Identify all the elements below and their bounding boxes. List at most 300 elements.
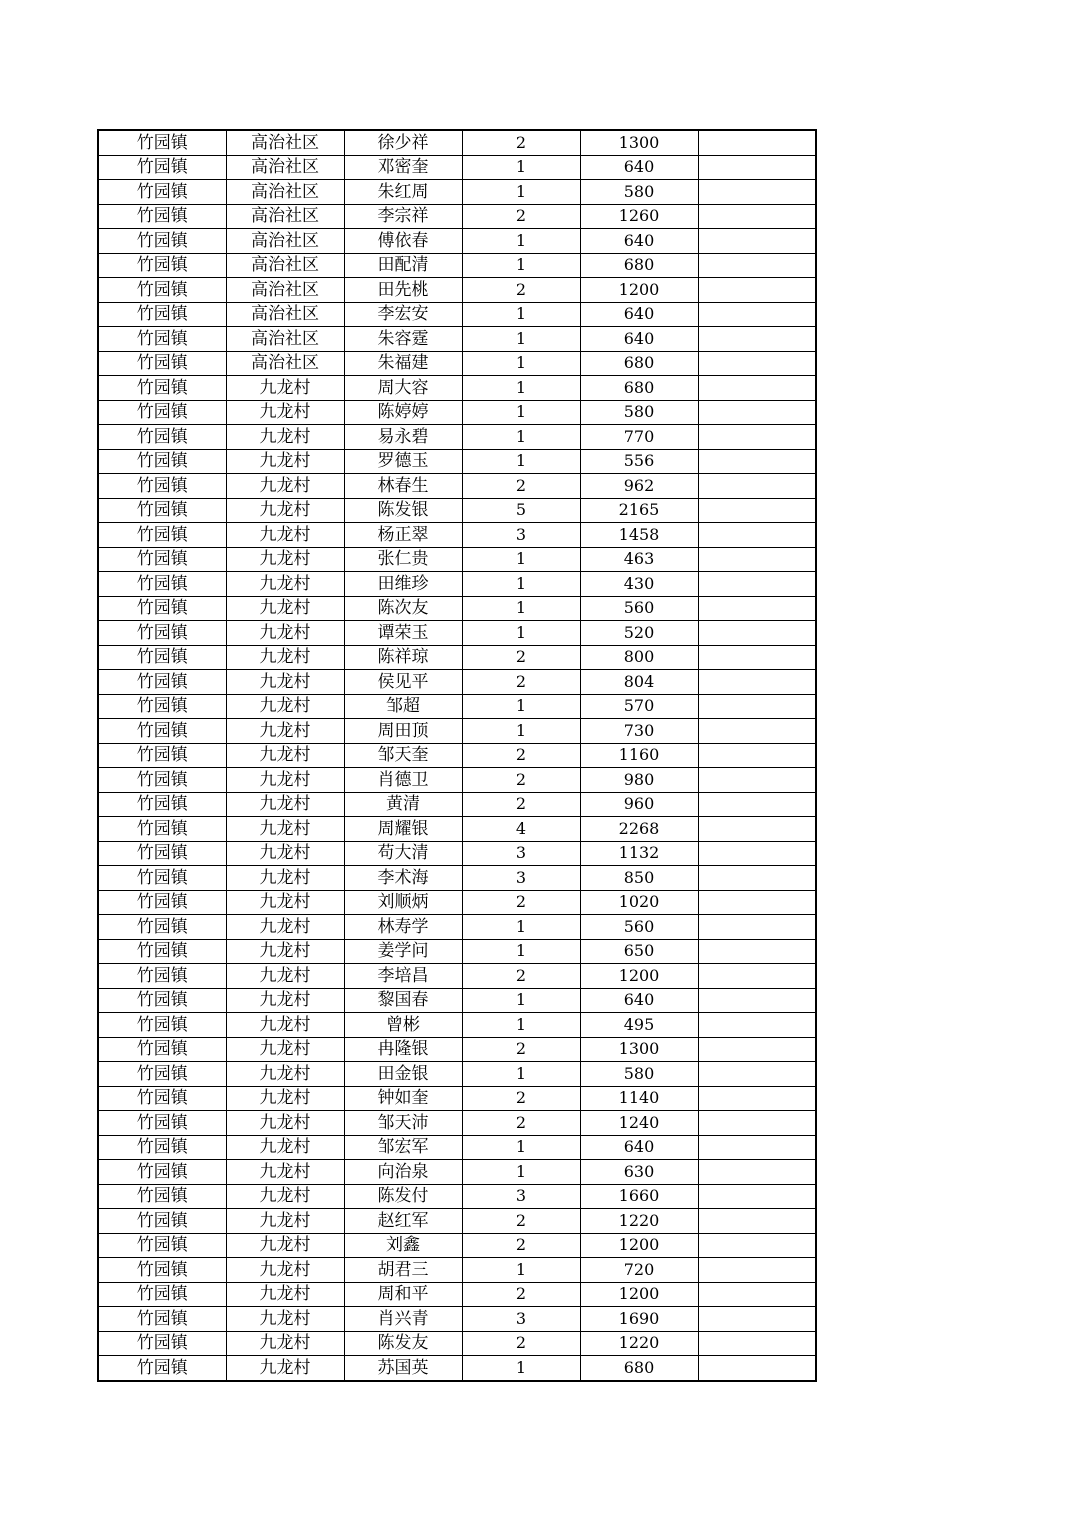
town-cell: 竹园镇	[98, 425, 226, 450]
household-count-cell: 2	[462, 1111, 580, 1136]
name-cell: 田维珍	[344, 572, 462, 597]
amount-cell: 1260	[580, 204, 698, 229]
table-row	[98, 302, 816, 327]
town-cell: 竹园镇	[98, 327, 226, 352]
amount-cell: 1200	[580, 278, 698, 303]
amount-cell: 560	[580, 596, 698, 621]
name-cell: 朱福建	[344, 351, 462, 376]
village-cell: 九龙村	[226, 621, 344, 646]
household-count-cell: 2	[462, 768, 580, 793]
amount-cell: 1300	[580, 1037, 698, 1062]
remark-cell	[698, 1184, 816, 1209]
name-cell: 陈发银	[344, 498, 462, 523]
village-cell: 九龙村	[226, 547, 344, 572]
name-cell: 田配清	[344, 253, 462, 278]
name-cell: 向治泉	[344, 1160, 462, 1185]
household-count-cell: 3	[462, 523, 580, 548]
town-cell: 竹园镇	[98, 988, 226, 1013]
village-cell: 九龙村	[226, 376, 344, 401]
village-cell: 九龙村	[226, 1307, 344, 1332]
household-count-cell: 2	[462, 130, 580, 155]
town-cell: 竹园镇	[98, 621, 226, 646]
town-cell: 竹园镇	[98, 278, 226, 303]
name-cell: 陈祥琼	[344, 645, 462, 670]
town-cell: 竹园镇	[98, 719, 226, 744]
remark-cell	[698, 572, 816, 597]
household-count-cell: 1	[462, 621, 580, 646]
village-cell: 高治社区	[226, 180, 344, 205]
household-count-cell: 1	[462, 351, 580, 376]
household-count-cell: 2	[462, 670, 580, 695]
remark-cell	[698, 1062, 816, 1087]
town-cell: 竹园镇	[98, 743, 226, 768]
name-cell: 罗德玉	[344, 449, 462, 474]
village-cell: 九龙村	[226, 1258, 344, 1283]
town-cell: 竹园镇	[98, 964, 226, 989]
household-count-cell: 1	[462, 425, 580, 450]
town-cell: 竹园镇	[98, 400, 226, 425]
village-cell: 九龙村	[226, 1111, 344, 1136]
household-count-cell: 2	[462, 743, 580, 768]
table-row	[98, 1209, 816, 1234]
town-cell: 竹园镇	[98, 449, 226, 474]
name-cell: 谭荣玉	[344, 621, 462, 646]
remark-cell	[698, 596, 816, 621]
remark-cell	[698, 1037, 816, 1062]
remark-cell	[698, 327, 816, 352]
village-cell: 高治社区	[226, 278, 344, 303]
household-count-cell: 1	[462, 596, 580, 621]
table-row	[98, 1160, 816, 1185]
table-row	[98, 890, 816, 915]
village-cell: 九龙村	[226, 474, 344, 499]
town-cell: 竹园镇	[98, 572, 226, 597]
household-count-cell: 1	[462, 400, 580, 425]
table-row	[98, 572, 816, 597]
name-cell: 田先桃	[344, 278, 462, 303]
village-cell: 九龙村	[226, 449, 344, 474]
town-cell: 竹园镇	[98, 351, 226, 376]
amount-cell: 720	[580, 1258, 698, 1283]
amount-cell: 680	[580, 376, 698, 401]
data-table	[97, 129, 817, 1382]
name-cell: 邓密奎	[344, 155, 462, 180]
name-cell: 陈发付	[344, 1184, 462, 1209]
remark-cell	[698, 915, 816, 940]
household-count-cell: 1	[462, 1013, 580, 1038]
name-cell: 胡君三	[344, 1258, 462, 1283]
amount-cell: 1458	[580, 523, 698, 548]
name-cell: 周田顶	[344, 719, 462, 744]
village-cell: 高治社区	[226, 229, 344, 254]
amount-cell: 640	[580, 155, 698, 180]
name-cell: 周耀银	[344, 817, 462, 842]
household-count-cell: 2	[462, 1282, 580, 1307]
name-cell: 刘顺炳	[344, 890, 462, 915]
household-count-cell: 1	[462, 155, 580, 180]
town-cell: 竹园镇	[98, 1013, 226, 1038]
remark-cell	[698, 278, 816, 303]
town-cell: 竹园镇	[98, 645, 226, 670]
town-cell: 竹园镇	[98, 915, 226, 940]
table-row	[98, 1135, 816, 1160]
name-cell: 黎国春	[344, 988, 462, 1013]
table-row	[98, 768, 816, 793]
remark-cell	[698, 1160, 816, 1185]
remark-cell	[698, 645, 816, 670]
amount-cell: 580	[580, 400, 698, 425]
amount-cell: 580	[580, 1062, 698, 1087]
household-count-cell: 2	[462, 890, 580, 915]
remark-cell	[698, 841, 816, 866]
amount-cell: 630	[580, 1160, 698, 1185]
town-cell: 竹园镇	[98, 498, 226, 523]
name-cell: 林春生	[344, 474, 462, 499]
table-row	[98, 1233, 816, 1258]
amount-cell: 1160	[580, 743, 698, 768]
amount-cell: 640	[580, 988, 698, 1013]
remark-cell	[698, 425, 816, 450]
remark-cell	[698, 694, 816, 719]
household-count-cell: 3	[462, 1184, 580, 1209]
household-count-cell: 1	[462, 1356, 580, 1381]
amount-cell: 680	[580, 253, 698, 278]
name-cell: 苟大清	[344, 841, 462, 866]
village-cell: 九龙村	[226, 1209, 344, 1234]
village-cell: 九龙村	[226, 866, 344, 891]
amount-cell: 730	[580, 719, 698, 744]
household-count-cell: 5	[462, 498, 580, 523]
town-cell: 竹园镇	[98, 694, 226, 719]
village-cell: 九龙村	[226, 768, 344, 793]
amount-cell: 560	[580, 915, 698, 940]
village-cell: 九龙村	[226, 498, 344, 523]
table-row	[98, 792, 816, 817]
household-count-cell: 1	[462, 327, 580, 352]
household-count-cell: 1	[462, 302, 580, 327]
village-cell: 九龙村	[226, 670, 344, 695]
name-cell: 傅依春	[344, 229, 462, 254]
amount-cell: 2165	[580, 498, 698, 523]
remark-cell	[698, 1086, 816, 1111]
table-row	[98, 1258, 816, 1283]
name-cell: 侯见平	[344, 670, 462, 695]
household-count-cell: 1	[462, 572, 580, 597]
village-cell: 九龙村	[226, 425, 344, 450]
town-cell: 竹园镇	[98, 1233, 226, 1258]
amount-cell: 640	[580, 229, 698, 254]
village-cell: 九龙村	[226, 1331, 344, 1356]
remark-cell	[698, 670, 816, 695]
table-row	[98, 180, 816, 205]
name-cell: 易永碧	[344, 425, 462, 450]
name-cell: 田金银	[344, 1062, 462, 1087]
table-row	[98, 498, 816, 523]
household-count-cell: 1	[462, 376, 580, 401]
remark-cell	[698, 939, 816, 964]
table-row	[98, 1282, 816, 1307]
town-cell: 竹园镇	[98, 1086, 226, 1111]
name-cell: 邹天沛	[344, 1111, 462, 1136]
household-count-cell: 1	[462, 547, 580, 572]
name-cell: 李培昌	[344, 964, 462, 989]
town-cell: 竹园镇	[98, 302, 226, 327]
name-cell: 曾彬	[344, 1013, 462, 1038]
village-cell: 高治社区	[226, 155, 344, 180]
town-cell: 竹园镇	[98, 474, 226, 499]
amount-cell: 680	[580, 1356, 698, 1381]
household-count-cell: 2	[462, 792, 580, 817]
town-cell: 竹园镇	[98, 155, 226, 180]
household-count-cell: 1	[462, 253, 580, 278]
amount-cell: 1020	[580, 890, 698, 915]
table-row	[98, 155, 816, 180]
household-count-cell: 2	[462, 474, 580, 499]
table-row	[98, 204, 816, 229]
table-row	[98, 1331, 816, 1356]
remark-cell	[698, 988, 816, 1013]
household-count-cell: 1	[462, 1062, 580, 1087]
table-row	[98, 841, 816, 866]
remark-cell	[698, 498, 816, 523]
table-row	[98, 1184, 816, 1209]
remark-cell	[698, 817, 816, 842]
town-cell: 竹园镇	[98, 1331, 226, 1356]
village-cell: 九龙村	[226, 939, 344, 964]
name-cell: 刘鑫	[344, 1233, 462, 1258]
table-row	[98, 1013, 816, 1038]
amount-cell: 1200	[580, 1282, 698, 1307]
table-row	[98, 719, 816, 744]
table-row	[98, 988, 816, 1013]
amount-cell: 1200	[580, 1233, 698, 1258]
remark-cell	[698, 890, 816, 915]
village-cell: 九龙村	[226, 743, 344, 768]
table-row	[98, 939, 816, 964]
remark-cell	[698, 1258, 816, 1283]
town-cell: 竹园镇	[98, 523, 226, 548]
household-count-cell: 2	[462, 1037, 580, 1062]
town-cell: 竹园镇	[98, 1160, 226, 1185]
town-cell: 竹园镇	[98, 768, 226, 793]
village-cell: 九龙村	[226, 1184, 344, 1209]
household-count-cell: 3	[462, 1307, 580, 1332]
village-cell: 九龙村	[226, 1037, 344, 1062]
household-count-cell: 1	[462, 1258, 580, 1283]
town-cell: 竹园镇	[98, 547, 226, 572]
amount-cell: 850	[580, 866, 698, 891]
remark-cell	[698, 1356, 816, 1381]
amount-cell: 1240	[580, 1111, 698, 1136]
household-count-cell: 1	[462, 449, 580, 474]
remark-cell	[698, 449, 816, 474]
town-cell: 竹园镇	[98, 1111, 226, 1136]
remark-cell	[698, 792, 816, 817]
name-cell: 朱红周	[344, 180, 462, 205]
household-count-cell: 3	[462, 841, 580, 866]
village-cell: 高治社区	[226, 302, 344, 327]
table-row	[98, 1111, 816, 1136]
household-count-cell: 1	[462, 939, 580, 964]
village-cell: 九龙村	[226, 1356, 344, 1381]
village-cell: 九龙村	[226, 1013, 344, 1038]
village-cell: 九龙村	[226, 596, 344, 621]
amount-cell: 960	[580, 792, 698, 817]
name-cell: 李术海	[344, 866, 462, 891]
table-row	[98, 253, 816, 278]
amount-cell: 1220	[580, 1331, 698, 1356]
town-cell: 竹园镇	[98, 229, 226, 254]
table-row	[98, 743, 816, 768]
town-cell: 竹园镇	[98, 1209, 226, 1234]
remark-cell	[698, 1135, 816, 1160]
amount-cell: 520	[580, 621, 698, 646]
household-count-cell: 3	[462, 866, 580, 891]
town-cell: 竹园镇	[98, 204, 226, 229]
remark-cell	[698, 866, 816, 891]
town-cell: 竹园镇	[98, 1282, 226, 1307]
town-cell: 竹园镇	[98, 670, 226, 695]
remark-cell	[698, 1013, 816, 1038]
remark-cell	[698, 474, 816, 499]
remark-cell	[698, 1282, 816, 1307]
village-cell: 九龙村	[226, 572, 344, 597]
household-count-cell: 1	[462, 694, 580, 719]
name-cell: 邹宏军	[344, 1135, 462, 1160]
table-row	[98, 817, 816, 842]
remark-cell	[698, 351, 816, 376]
amount-cell: 804	[580, 670, 698, 695]
table-row	[98, 425, 816, 450]
village-cell: 九龙村	[226, 841, 344, 866]
table-row	[98, 964, 816, 989]
remark-cell	[698, 204, 816, 229]
remark-cell	[698, 229, 816, 254]
remark-cell	[698, 743, 816, 768]
household-count-cell: 2	[462, 278, 580, 303]
remark-cell	[698, 130, 816, 155]
amount-cell: 570	[580, 694, 698, 719]
table-row	[98, 547, 816, 572]
household-count-cell: 1	[462, 915, 580, 940]
amount-cell: 962	[580, 474, 698, 499]
name-cell: 姜学问	[344, 939, 462, 964]
town-cell: 竹园镇	[98, 1037, 226, 1062]
village-cell: 高治社区	[226, 130, 344, 155]
town-cell: 竹园镇	[98, 596, 226, 621]
table-row	[98, 621, 816, 646]
table-row	[98, 327, 816, 352]
remark-cell	[698, 400, 816, 425]
town-cell: 竹园镇	[98, 1356, 226, 1381]
household-count-cell: 4	[462, 817, 580, 842]
remark-cell	[698, 180, 816, 205]
village-cell: 九龙村	[226, 400, 344, 425]
town-cell: 竹园镇	[98, 890, 226, 915]
amount-cell: 495	[580, 1013, 698, 1038]
name-cell: 邹超	[344, 694, 462, 719]
table-row	[98, 449, 816, 474]
table-body	[98, 130, 816, 1381]
amount-cell: 800	[580, 645, 698, 670]
household-count-cell: 2	[462, 1331, 580, 1356]
amount-cell: 1300	[580, 130, 698, 155]
name-cell: 苏国英	[344, 1356, 462, 1381]
remark-cell	[698, 1307, 816, 1332]
town-cell: 竹园镇	[98, 1184, 226, 1209]
table-row	[98, 694, 816, 719]
village-cell: 九龙村	[226, 1086, 344, 1111]
name-cell: 冉隆银	[344, 1037, 462, 1062]
town-cell: 竹园镇	[98, 180, 226, 205]
name-cell: 陈发友	[344, 1331, 462, 1356]
name-cell: 黄清	[344, 792, 462, 817]
town-cell: 竹园镇	[98, 939, 226, 964]
table-row	[98, 1356, 816, 1381]
town-cell: 竹园镇	[98, 130, 226, 155]
household-count-cell: 1	[462, 1135, 580, 1160]
town-cell: 竹园镇	[98, 792, 226, 817]
table-row	[98, 474, 816, 499]
village-cell: 九龙村	[226, 1282, 344, 1307]
amount-cell: 1690	[580, 1307, 698, 1332]
name-cell: 周大容	[344, 376, 462, 401]
village-cell: 九龙村	[226, 645, 344, 670]
village-cell: 九龙村	[226, 1160, 344, 1185]
table-row	[98, 866, 816, 891]
table-row	[98, 1062, 816, 1087]
village-cell: 九龙村	[226, 1135, 344, 1160]
amount-cell: 650	[580, 939, 698, 964]
amount-cell: 580	[580, 180, 698, 205]
name-cell: 赵红军	[344, 1209, 462, 1234]
town-cell: 竹园镇	[98, 817, 226, 842]
town-cell: 竹园镇	[98, 866, 226, 891]
household-count-cell: 2	[462, 1209, 580, 1234]
remark-cell	[698, 1209, 816, 1234]
table-row	[98, 596, 816, 621]
name-cell: 邹天奎	[344, 743, 462, 768]
village-cell: 九龙村	[226, 719, 344, 744]
amount-cell: 556	[580, 449, 698, 474]
table-row	[98, 523, 816, 548]
amount-cell: 1140	[580, 1086, 698, 1111]
name-cell: 肖兴青	[344, 1307, 462, 1332]
table-row	[98, 130, 816, 155]
remark-cell	[698, 1233, 816, 1258]
amount-cell: 1200	[580, 964, 698, 989]
table-row	[98, 915, 816, 940]
table-row	[98, 278, 816, 303]
amount-cell: 680	[580, 351, 698, 376]
remark-cell	[698, 719, 816, 744]
remark-cell	[698, 1111, 816, 1136]
remark-cell	[698, 302, 816, 327]
amount-cell: 640	[580, 1135, 698, 1160]
town-cell: 竹园镇	[98, 841, 226, 866]
village-cell: 九龙村	[226, 988, 344, 1013]
amount-cell: 1220	[580, 1209, 698, 1234]
village-cell: 九龙村	[226, 523, 344, 548]
amount-cell: 770	[580, 425, 698, 450]
remark-cell	[698, 155, 816, 180]
remark-cell	[698, 621, 816, 646]
amount-cell: 1660	[580, 1184, 698, 1209]
table-row	[98, 645, 816, 670]
household-count-cell: 1	[462, 1160, 580, 1185]
village-cell: 九龙村	[226, 1062, 344, 1087]
remark-cell	[698, 768, 816, 793]
